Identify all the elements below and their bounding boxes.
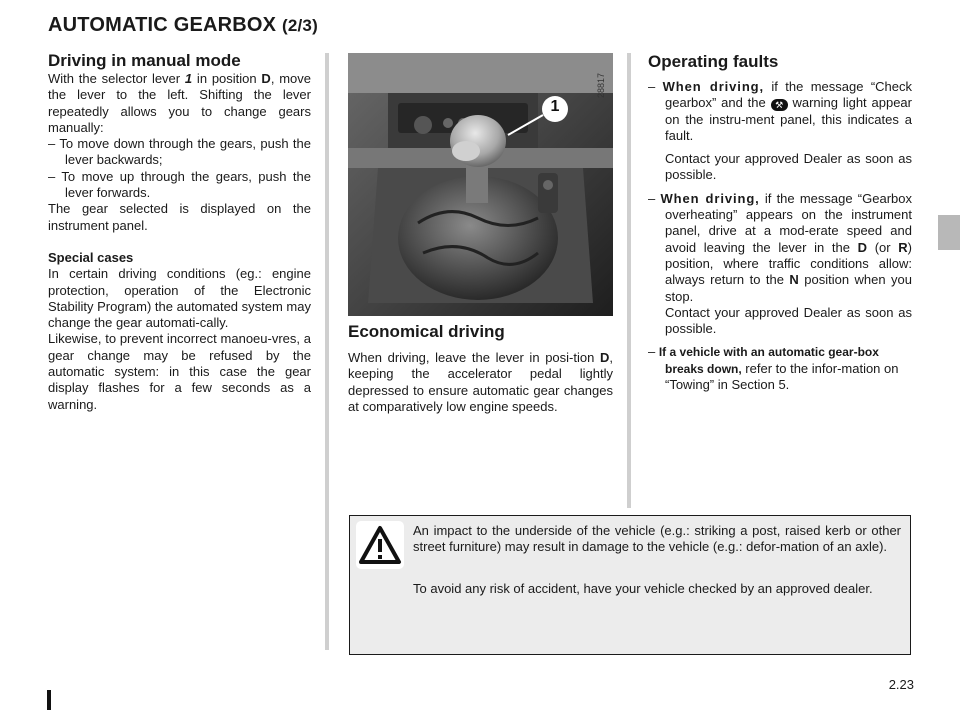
intro-text-2: in position xyxy=(192,71,262,86)
fault-1-dash: – xyxy=(648,79,663,94)
fault-3-lead: If a vehicle with an automatic gear-box breaks down, xyxy=(658,345,879,376)
economical-text-1: When driving, leave the lever in posi-tion xyxy=(348,350,600,365)
manual-mode-intro xyxy=(48,71,311,136)
fault-3-text: refer to the infor-mation on “Towing” in Section 5. xyxy=(665,360,899,393)
manual-mode-item-up: – To move up through the gears, push the lever forwards. xyxy=(48,168,311,201)
fault-2-text: if the message “Gearbox overheating” appears on the instrument panel, drive at a mod-erate speed and avoid leaving the lever in the xyxy=(665,190,912,255)
callout-1: 1 xyxy=(550,98,560,115)
warning-text-2 xyxy=(358,581,901,597)
fault-1 xyxy=(648,79,912,144)
manual-mode-display-note: The gear selected is displayed on the instrument panel. xyxy=(48,201,311,233)
fault-2-position-n: N xyxy=(789,272,799,288)
fault-2-contact: Contact your approved Dealer as soon as possible. xyxy=(665,304,912,337)
economical-text-2: , keeping the accelerator pedal lightly depressed to ensure automatic gear changes at comparatively low engine speeds. xyxy=(348,350,613,414)
fault-3-dash: – xyxy=(648,344,659,360)
faults-heading: Operating faults xyxy=(648,52,779,71)
column-divider-left xyxy=(325,53,329,650)
page-number: 2.23 xyxy=(888,677,914,692)
fault-3 xyxy=(648,344,912,393)
economical-position-d: D xyxy=(599,350,610,365)
fault-1-contact: Contact your approved Dealer as soon as possible. xyxy=(665,151,912,183)
fault-1-lead: When driving, xyxy=(662,79,765,94)
fault-2-text-d: position when you stop. xyxy=(665,272,912,304)
section-tab xyxy=(938,215,960,250)
spanner-warning-icon: ⚒ xyxy=(771,99,788,111)
fault-1-text: if the message “Check gearbox” and the xyxy=(665,79,912,111)
faults-section xyxy=(648,52,912,393)
lever-ref: 1 xyxy=(184,71,193,86)
warning-triangle-icon xyxy=(356,521,404,569)
title-main: AUTOMATIC GEARBOX xyxy=(48,14,277,36)
special-cases-text: In certain driving conditions (eg.: engine protection, operation of the Electronic Stability Program) the automated system may change the gear automati-cally. xyxy=(48,266,311,331)
warning-text-1: An impact to the underside of the vehicle (e.g.: striking a post, raised kerb or other street furniture) may result in damage to the vehicle (e.g.: defor-mation of an axle). xyxy=(413,523,901,555)
manual-mode-section xyxy=(48,51,311,413)
page-title xyxy=(48,14,318,37)
fault-2-position-d: D xyxy=(857,239,868,255)
fault-2 xyxy=(648,191,912,305)
title-part: (2/3) xyxy=(281,16,318,35)
economical-text xyxy=(348,350,613,415)
fault-2-text-b: (or xyxy=(867,239,899,255)
fault-2-position-r: R xyxy=(898,239,908,255)
manual-mode-item-down: – To move down through the gears, push the lever backwards; xyxy=(48,136,311,168)
position-d: D xyxy=(261,71,271,86)
figure-reference xyxy=(596,60,610,100)
economical-heading: Economical driving xyxy=(348,322,505,341)
intro-text: With the selector lever xyxy=(48,71,185,86)
fault-2-dash: – xyxy=(648,190,661,206)
warning-text-2-content: To avoid any risk of accident, have your vehicle checked by an approved dealer. xyxy=(413,581,873,596)
economical-section xyxy=(348,322,613,415)
column-divider-right xyxy=(627,53,631,508)
gear-lever-photo xyxy=(348,53,613,316)
special-cases-heading: Special cases xyxy=(48,249,134,265)
manual-mode-heading: Driving in manual mode xyxy=(48,51,241,70)
fault-2-lead: When driving, xyxy=(660,190,760,206)
likewise-text: Likewise, to prevent incorrect manoeu-vres, a gear change may be refused by the automatic system: in this case the gear display flashes for a few seconds as a warning. xyxy=(48,331,311,412)
intro-text-3: , move the lever to the left. Shifting the lever repeatedly allows you to change gears manually: xyxy=(48,71,311,135)
figure-reference-number: 28817 xyxy=(596,72,606,98)
corner-mark xyxy=(47,690,51,710)
fault-2-text-c: ) position, where traffic conditions allow: always return to the xyxy=(665,239,912,288)
fault-1-text-2: warning light appear on the instru-ment panel, this indicates a fault. xyxy=(665,95,912,143)
